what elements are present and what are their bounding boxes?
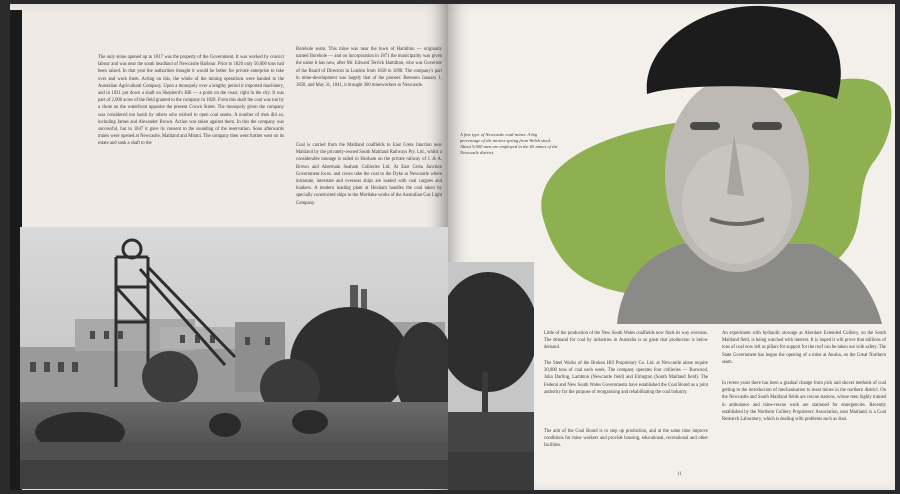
right-page — [448, 4, 895, 490]
right-text-column-1c: The aim of the Coal Board is to step up production, and at the same time improve conditions for mine workers and provide housing, educational, recreational and other facilities. — [544, 429, 708, 449]
right-text-column-1: Little of the production of the New South Wales coalfields now finds its way overseas. The demand for coal by industries in Australia is so great that production is below demand. — [544, 331, 708, 351]
left-text-column-2: Borehole seam. This mine was near the town of Hamilton — originally named Borehole — and on incorporation in 1871 the municipality was given the name it has now, after Mr. Edward Terrick Hamilton, who was Governor of the Board of Directors in London from 1850 to 1898. The company's part in mine-development was largely that of the pioneer. Between January 1, 1850, and May 31, 1841, it brought 300 mineworkers to Newcastle. — [296, 47, 442, 89]
left-text-column-2b: Coal is carried from the Maitland coalfields to East Greta Junction near Maitland by the privately-owned South Maitland Railways Pty. Ltd., whilst a considerable tonnage is railed to Hexham on the private railway of J. & A. Brown and Abermain Seaham Collieries Ltd. At East Greta Junction Government locos. and crews take the coal to the Dyke at Newcastle where intrastate, interstate and overseas ships are loaded with coal cargoes and bunkers. A modern loading plant at Hexham handles the coal taken by specially constructed ships to the Mortlake works of the Australian Gas Light Company. — [296, 143, 442, 206]
trees-photo-continued — [448, 262, 534, 490]
right-text-column-1b: The Steel Works of the Broken Hill Proprietary Co. Ltd. at Newcastle alone require 30,000 tons of coal each week. The company operates four collieries — Burwood, John Darling, Lambton (Newcastle field) and Elrington (South Maitland field). The Federal and New South Wales Governments have established the Coal Board as a joint authority for the purpose of reorganising and rehabilitating the coal industry. — [544, 361, 708, 395]
left-page — [10, 4, 448, 490]
miner-portrait — [512, 4, 895, 324]
colliery-photo — [20, 227, 448, 489]
book-spread — [10, 4, 895, 490]
portrait-caption: A fine type of Newcastle coal-miner. A big percentage of the miners spring from Welsh stock. About 9,000 men are employed in the 65 mines of the Newcastle district. — [460, 132, 558, 155]
page-number: 11 — [677, 472, 682, 477]
left-text-column-1: The only stone opened up to 1817 was the property of the Government. It was worked by convict labour and was near the south headland of Newcastle Harbour. Prior to 1820 only 50,000 tons had been raised. In that year the authorities thought it would be better for private enterprise to take over and work them. Acting on this, the whole of the mining operations were handed to the Australian Agricultural Company. Upon a monopoly over a lengthy period it imported machinery, and in 1831 put down a shaft on Shepherd's Hill — a point on the coast, right in the city. It was part of 2,000 acres of the field granted to the company in 1828. From this shaft the coal was run by a chute on the waterfront opposite the present Crown Street. The monopoly given the company was considered too harsh by others who wished to open coal seams. A number of men did so, including James and Alexander Brown. Action was taken against them. In this the company was successful, but in 1847 it gave its consent to the sounding of the reservation. Soon afterwards mines were opened at Newcastle, Maitland and Minmi. The company then went further west on its estate and sank a shaft to the — [98, 55, 284, 147]
right-text-column-2: An experiment with hydraulic stowage at Aberdare Extended Colliery, on the South Maitland field, is being watched with interest. It is hoped it will prove that millions of tons of coal now left as pillars for support for the roof can be taken out with safety. The State Government has begun the opening of a mine at Awaba, on the Great Northern seam. — [722, 331, 886, 365]
right-text-column-2b: In recent years there has been a gradual change from pick and shovel methods of coal getting to the introduction of mechanisation to most mines in the northern district. On the Newcastle and South Maitland fields are rescue stations, whose men highly trained in ambulance and mine-rescue work are stationed for emergencies. Recently established by the Northern Colliery Proprietors' Association, near Maitland, is a Coal Research Laboratory, which is dealing with problems such as dust. — [722, 381, 886, 423]
